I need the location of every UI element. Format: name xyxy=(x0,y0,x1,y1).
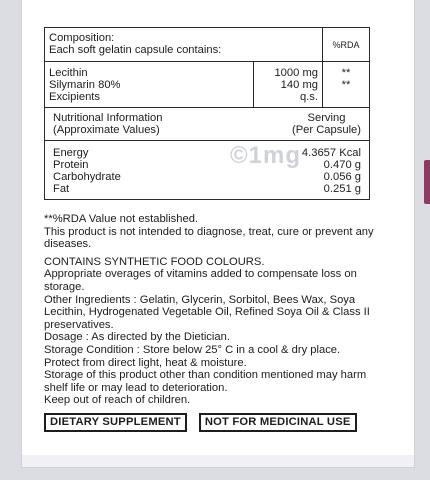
ingredient-amount: 1000 mg xyxy=(274,67,318,79)
watermark-logo: ©1mg xyxy=(230,142,302,169)
rda-header: %RDA xyxy=(323,28,370,62)
ingredient-name: Excipients xyxy=(49,91,100,103)
composition-subtitle: Each soft gelatin capsule contains: xyxy=(49,44,222,56)
disclaimer-text: This product is not intended to diagnose, treat, cure or prevent any diseases. xyxy=(44,225,374,251)
storage-warning: Storage of this product other than condition mentioned may harm shelf life or may lead to deterioration. xyxy=(44,369,367,394)
nutrient-value: 0.056 g xyxy=(323,171,361,183)
synthetic-colours-note: CONTAINS SYNTHETIC FOOD COLOURS. xyxy=(44,255,265,268)
nutrient-value: 4.3657 Kcal xyxy=(301,147,361,159)
dosage-text: Dosage : As directed by the Dietician. xyxy=(44,331,230,344)
ingredient-name: Silymarin 80% xyxy=(49,79,121,91)
ingredient-amount: q.s. xyxy=(299,91,318,103)
rda-footnote: **%RDA Value not established. xyxy=(44,213,199,225)
nutrition-header-note: (Approximate Values) xyxy=(53,124,160,136)
carton-edge-mark xyxy=(424,160,430,204)
nutrient-name: Fat xyxy=(53,183,70,195)
nutrition-header-row xyxy=(45,108,370,141)
nutrition-values-row xyxy=(45,141,370,200)
nutrient-value: 0.470 g xyxy=(323,159,361,171)
other-ingredients: Other Ingredients : Gelatin, Glycerin, Sorbitol, Bees Wax, Soya Lecithin, Hydrogenated Vegetable Oil, Refined Soya Oil & Class II preservatives. xyxy=(44,293,370,331)
children-warning: Keep out of reach of children. xyxy=(44,394,191,407)
ingredient-name: Lecithin xyxy=(49,67,88,79)
protect-note: Protect from direct light, heat & moisture. xyxy=(44,356,247,369)
serving-header: Serving xyxy=(307,112,346,124)
nutrient-name: Protein xyxy=(53,159,89,171)
storage-condition: Storage Condition : Store below 25° C in a cool & dry place. xyxy=(44,343,341,356)
label-badges xyxy=(44,413,389,432)
not-medicinal-badge: NOT FOR MEDICINAL USE xyxy=(199,413,357,432)
label-text-block xyxy=(44,213,389,432)
ingredient-rda: ** xyxy=(341,67,351,79)
ingredient-amount: 140 mg xyxy=(280,79,318,91)
nutrition-header-title: Nutritional Information xyxy=(53,112,163,124)
overages-note: Appropriate overages of vitamins added to compensate loss on storage. xyxy=(44,268,357,293)
ingredients-row xyxy=(45,62,370,108)
serving-header-note: (Per Capsule) xyxy=(291,124,361,136)
nutrient-name: Carbohydrate xyxy=(53,171,121,183)
composition-table xyxy=(44,27,370,200)
composition-header-row xyxy=(45,28,370,62)
nutrient-name: Energy xyxy=(53,147,89,159)
composition-title: Composition: xyxy=(49,32,115,44)
nutrient-value: 0.251 g xyxy=(323,183,361,195)
dietary-supplement-badge: DIETARY SUPPLEMENT xyxy=(44,413,187,432)
carton-bottom-edge xyxy=(21,455,415,468)
ingredient-rda: ** xyxy=(341,79,351,91)
